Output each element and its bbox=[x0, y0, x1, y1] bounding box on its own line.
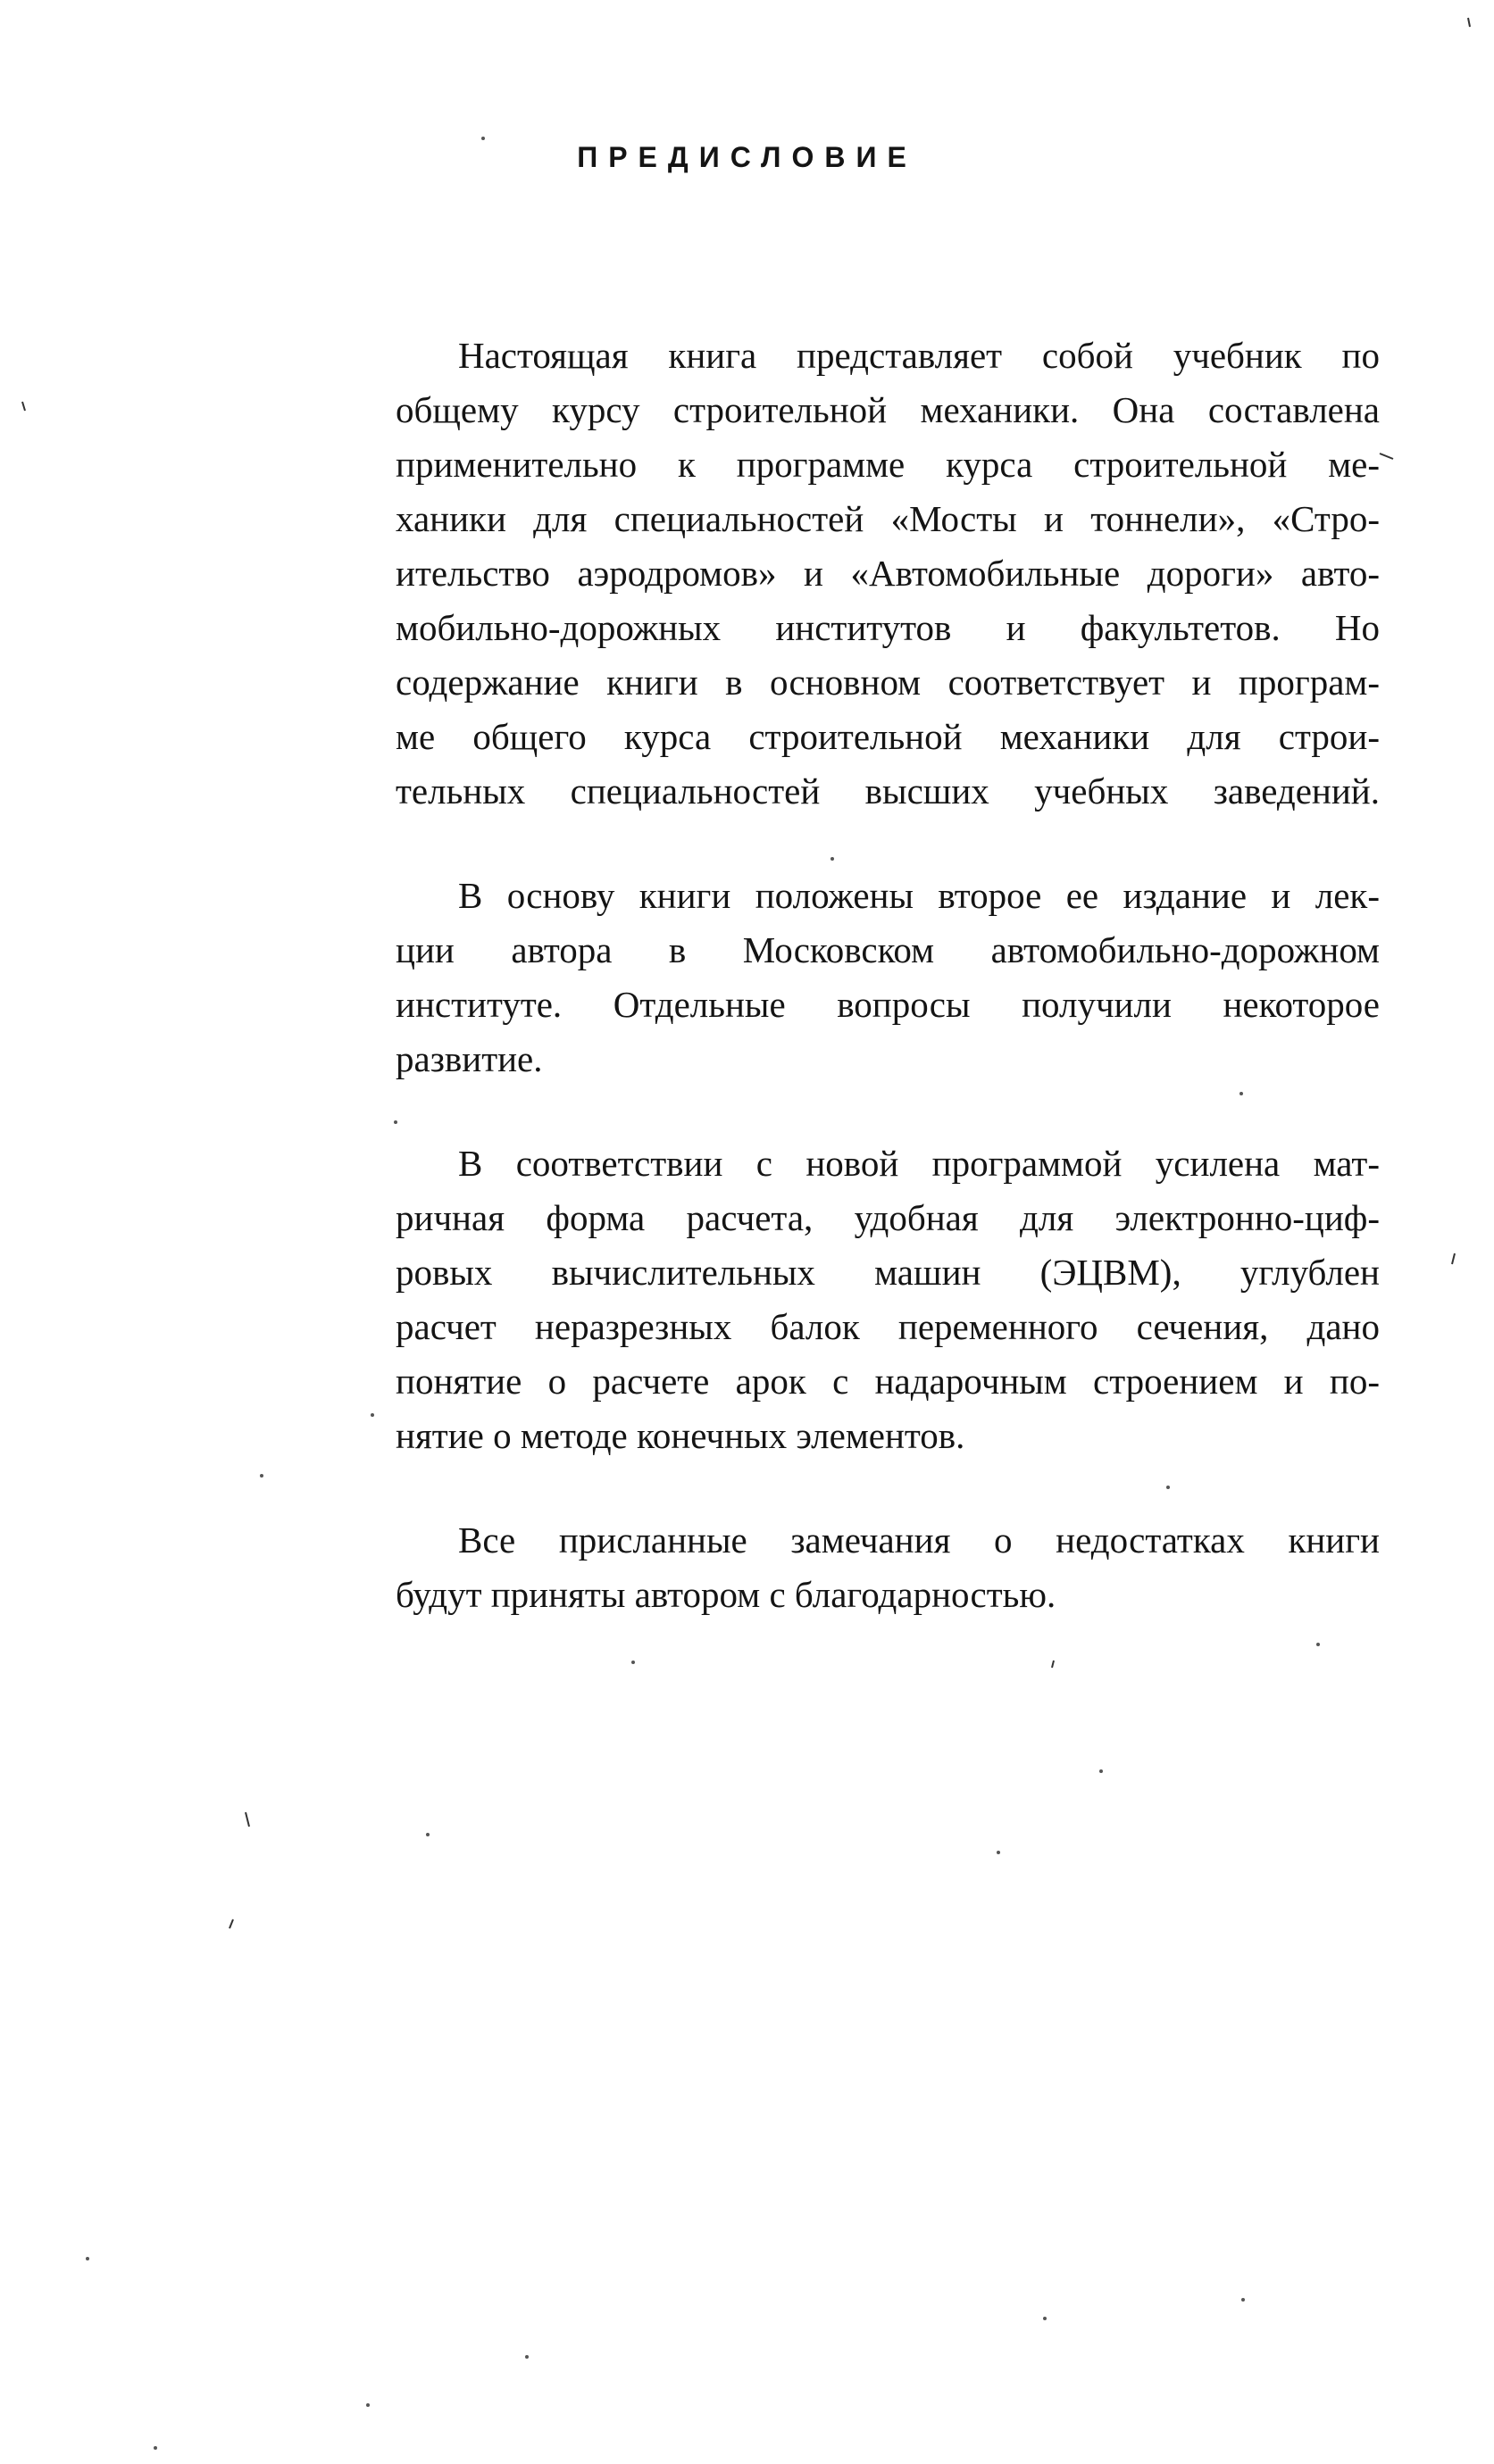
paragraph-3 bbox=[396, 1136, 1380, 1463]
text-line: В соответствии с новой программой усилена мат- bbox=[458, 1143, 1380, 1184]
speck bbox=[154, 2446, 157, 2450]
speck bbox=[1241, 2298, 1245, 2302]
text-line: ции автора в Московском автомобильно-дорожном bbox=[396, 929, 1380, 970]
speck-mark bbox=[1468, 18, 1470, 27]
text-line: Настоящая книга представляет собой учебник по bbox=[458, 335, 1380, 376]
speck-mark bbox=[230, 1919, 233, 1928]
text-line: применительно к программе курса строительной ме- bbox=[396, 444, 1380, 485]
text-line: институте. Отдельные вопросы получили некоторое bbox=[396, 984, 1380, 1025]
speck bbox=[525, 2355, 529, 2359]
speck bbox=[86, 2257, 89, 2260]
paragraph-1 bbox=[396, 329, 1380, 819]
text-line: расчет неразрезных балок переменного сечения, дано bbox=[396, 1306, 1380, 1347]
speck bbox=[1043, 2317, 1047, 2320]
text-line: общему курсу строительной механики. Она составлена bbox=[396, 389, 1380, 430]
speck-mark bbox=[1452, 1253, 1455, 1264]
speck bbox=[260, 1474, 263, 1478]
text-line: ме общего курса строительной механики для строи- bbox=[396, 716, 1380, 757]
speck bbox=[426, 1833, 430, 1836]
text-line: мобильно-дорожных институтов и факультетов. Но bbox=[396, 607, 1380, 648]
text-line: ровых вычислительных машин (ЭЦВМ), углублен bbox=[396, 1252, 1380, 1293]
text-line: развитие. bbox=[396, 1038, 543, 1079]
text-line: ричная форма расчета, удобная для электронно-циф- bbox=[396, 1197, 1380, 1238]
text-line: содержание книги в основном соответствует и програм- bbox=[396, 662, 1380, 703]
speck bbox=[1099, 1769, 1103, 1773]
speck bbox=[366, 2403, 370, 2407]
text-line: понятие о расчете арок с надарочным строением и по- bbox=[396, 1361, 1380, 1402]
text-line: ительство аэродромов» и «Автомобильные дороги» авто- bbox=[396, 553, 1380, 594]
text-line: Все присланные замечания о недостатках книги bbox=[458, 1519, 1380, 1561]
speck-mark bbox=[246, 1812, 249, 1827]
page-title: ПРЕДИСЛОВИЕ bbox=[577, 141, 917, 173]
paragraph-4 bbox=[396, 1513, 1380, 1622]
text-line: В основу книги положены второе ее издание и лек- bbox=[458, 875, 1380, 916]
text-line: ханики для специальностей «Мосты и тоннели», «Стро- bbox=[396, 498, 1380, 539]
speck-mark bbox=[22, 402, 25, 411]
text-line: тельных специальностей высших учебных заведений. bbox=[396, 770, 1380, 812]
text-line: будут приняты автором с благодарностью. bbox=[396, 1574, 1056, 1615]
paragraph-2 bbox=[396, 869, 1380, 1086]
speck-mark bbox=[1380, 454, 1393, 459]
speck bbox=[371, 1413, 374, 1417]
speck bbox=[997, 1851, 1000, 1854]
speck bbox=[481, 137, 485, 140]
preface-body bbox=[396, 329, 1380, 1672]
text-line: нятие о методе конечных элементов. bbox=[396, 1415, 965, 1456]
